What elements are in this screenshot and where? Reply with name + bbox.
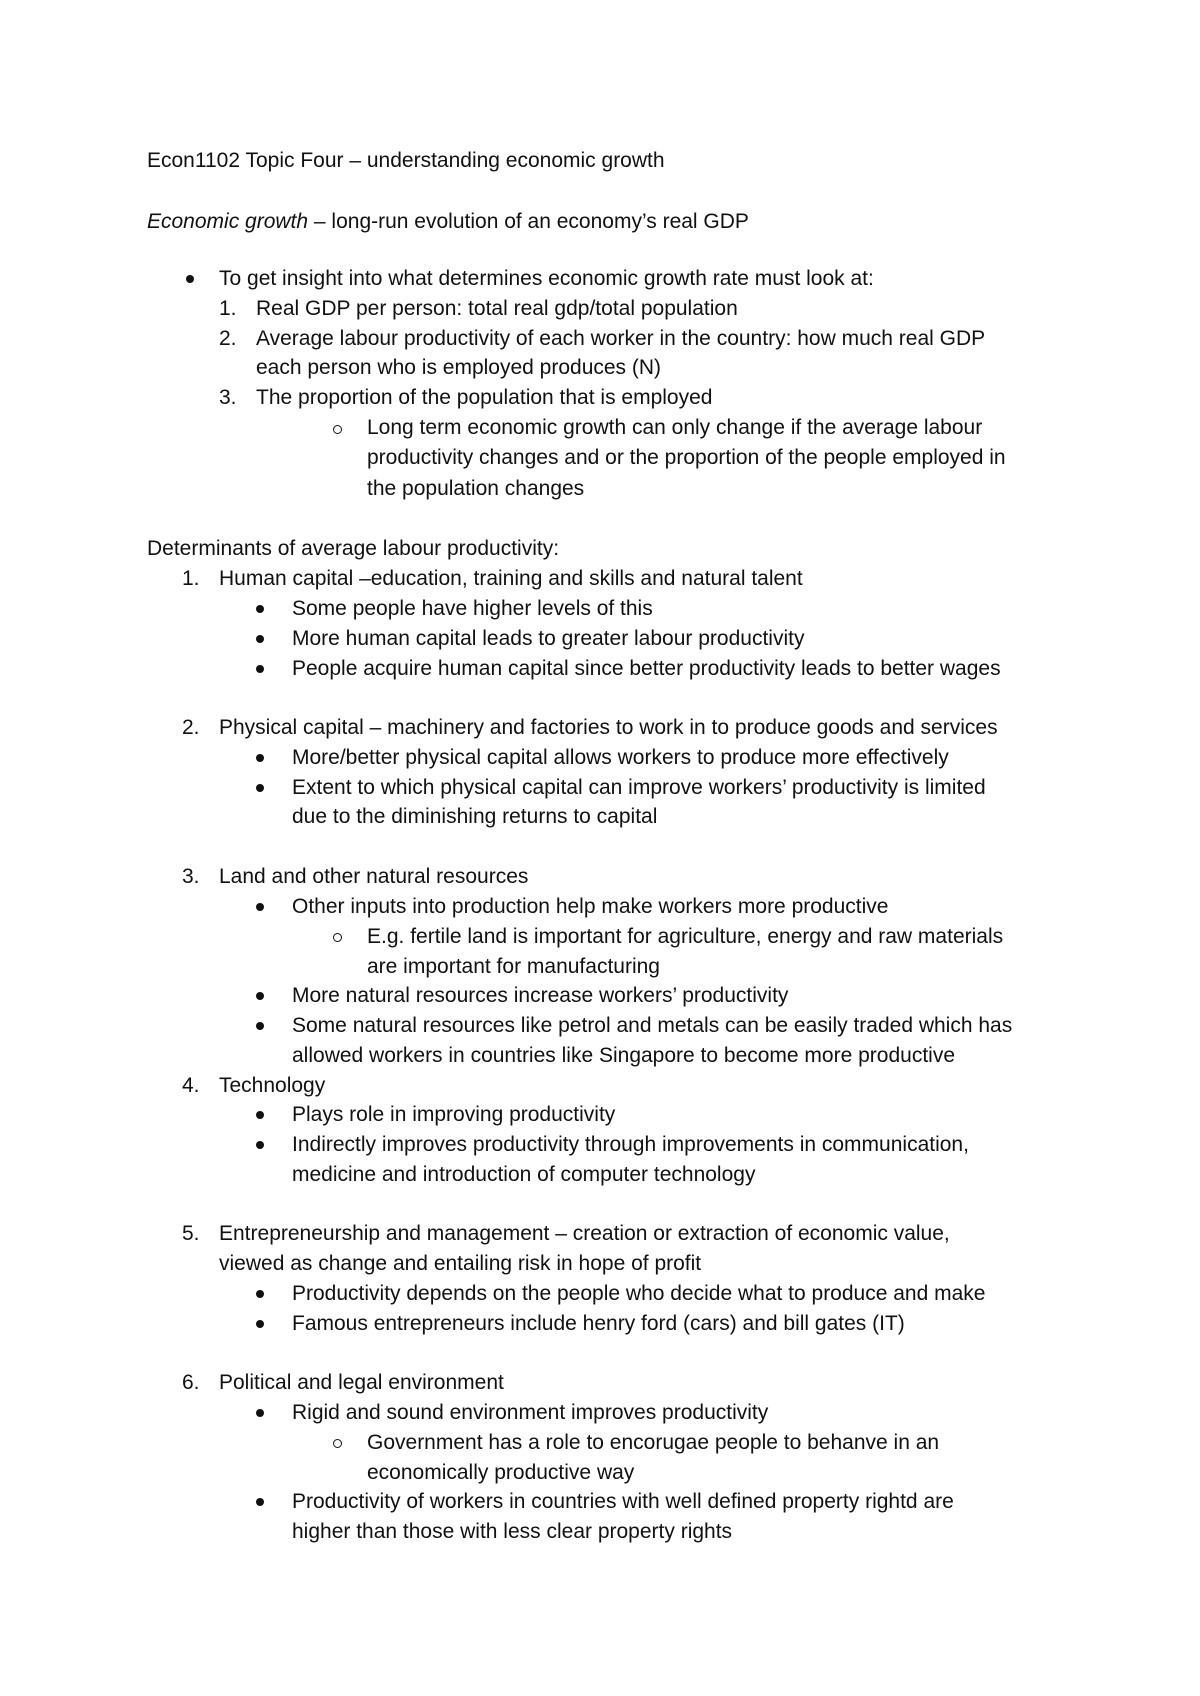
determinant-title: viewed as change and entailing risk in hope of profit	[219, 1252, 702, 1275]
bullet-text: Plays role in improving productivity	[292, 1103, 616, 1126]
sub-bullet-text: Long term economic growth can only change if the average labour	[367, 416, 983, 439]
intro-bullet-text: To get insight into what determines economic growth rate must look at:	[219, 267, 874, 290]
document-title: Econ1102 Topic Four – understanding economic growth	[147, 149, 665, 172]
bullet-icon	[256, 665, 264, 673]
bullet-text: Rigid and sound environment improves productivity	[292, 1401, 769, 1424]
list-number: 1.	[182, 567, 200, 590]
list-item-text: Real GDP per person: total real gdp/total population	[256, 297, 738, 320]
bullet-text: Productivity of workers in countries with well defined property rightd are	[292, 1490, 954, 1513]
bullet-icon	[256, 605, 264, 613]
sub-bullet-text: Government has a role to encorugae people to behanve in an	[367, 1431, 940, 1454]
list-number: 2.	[182, 716, 200, 739]
sub-bullet-text: the population changes	[367, 477, 585, 500]
bullet-icon	[186, 275, 194, 283]
bullet-text: due to the diminishing returns to capital	[292, 805, 658, 828]
bullet-icon	[256, 635, 264, 643]
list-number: 1.	[219, 297, 237, 320]
definition-term: Economic growth	[147, 210, 309, 233]
bullet-text: higher than those with less clear property rights	[292, 1520, 733, 1543]
sub-bullet-text: are important for manufacturing	[367, 955, 660, 978]
bullet-icon	[256, 992, 264, 1000]
list-number: 3.	[182, 865, 200, 888]
list-number: 5.	[182, 1222, 200, 1245]
list-number: 6.	[182, 1371, 200, 1394]
list-item-text: The proportion of the population that is employed	[256, 386, 713, 409]
bullet-text: More natural resources increase workers’ productivity	[292, 984, 789, 1007]
definition-text: – long-run evolution of an economy’s real GDP	[308, 210, 749, 233]
bullet-icon	[256, 1409, 264, 1417]
bullet-text: More/better physical capital allows workers to produce more effectively	[292, 746, 949, 769]
bullet-icon	[256, 1498, 264, 1506]
determinant-title: Land and other natural resources	[219, 865, 529, 888]
list-number: 2.	[219, 327, 237, 350]
list-number: 4.	[182, 1074, 200, 1097]
determinant-title: Technology	[219, 1074, 326, 1097]
bullet-text: Indirectly improves productivity through improvements in communication,	[292, 1133, 969, 1156]
determinant-title: Physical capital – machinery and factories to work in to produce goods and services	[219, 716, 998, 739]
bullet-icon	[256, 1022, 264, 1030]
circle-bullet-icon	[333, 425, 342, 434]
bullet-icon	[256, 903, 264, 911]
bullet-text: People acquire human capital since better productivity leads to better wages	[292, 657, 1001, 680]
bullet-icon	[256, 1320, 264, 1328]
section-heading: Determinants of average labour productivity:	[147, 537, 560, 560]
definition-line	[147, 208, 749, 236]
bullet-text: Other inputs into production help make workers more productive	[292, 895, 889, 918]
sub-bullet-text: economically productive way	[367, 1461, 635, 1484]
bullet-text: allowed workers in countries like Singapore to become more productive	[292, 1044, 955, 1067]
bullet-text: Some people have higher levels of this	[292, 597, 653, 620]
sub-bullet-text: E.g. fertile land is important for agriculture, energy and raw materials	[367, 925, 1004, 948]
bullet-text: Extent to which physical capital can improve workers’ productivity is limited	[292, 776, 986, 799]
bullet-icon	[256, 754, 264, 762]
bullet-text: Productivity depends on the people who decide what to produce and make	[292, 1282, 986, 1305]
bullet-icon	[256, 1290, 264, 1298]
sub-bullet-text: productivity changes and or the proportion of the people employed in	[367, 446, 1006, 469]
determinant-title: Political and legal environment	[219, 1371, 504, 1394]
bullet-icon	[256, 1111, 264, 1119]
bullet-text: Some natural resources like petrol and metals can be easily traded which has	[292, 1014, 1013, 1037]
determinant-title: Entrepreneurship and management – creation or extraction of economic value,	[219, 1222, 950, 1245]
bullet-icon	[256, 1141, 264, 1149]
bullet-text: More human capital leads to greater labour productivity	[292, 627, 805, 650]
bullet-text: Famous entrepreneurs include henry ford (cars) and bill gates (IT)	[292, 1312, 905, 1335]
circle-bullet-icon	[333, 933, 342, 942]
determinant-title: Human capital –education, training and skills and natural talent	[219, 567, 803, 590]
list-number: 3.	[219, 386, 237, 409]
bullet-icon	[256, 784, 264, 792]
circle-bullet-icon	[333, 1439, 342, 1448]
list-item-text: each person who is employed produces (N)	[256, 356, 662, 379]
bullet-text: medicine and introduction of computer technology	[292, 1163, 756, 1186]
list-item-text: Average labour productivity of each worker in the country: how much real GDP	[256, 327, 986, 350]
